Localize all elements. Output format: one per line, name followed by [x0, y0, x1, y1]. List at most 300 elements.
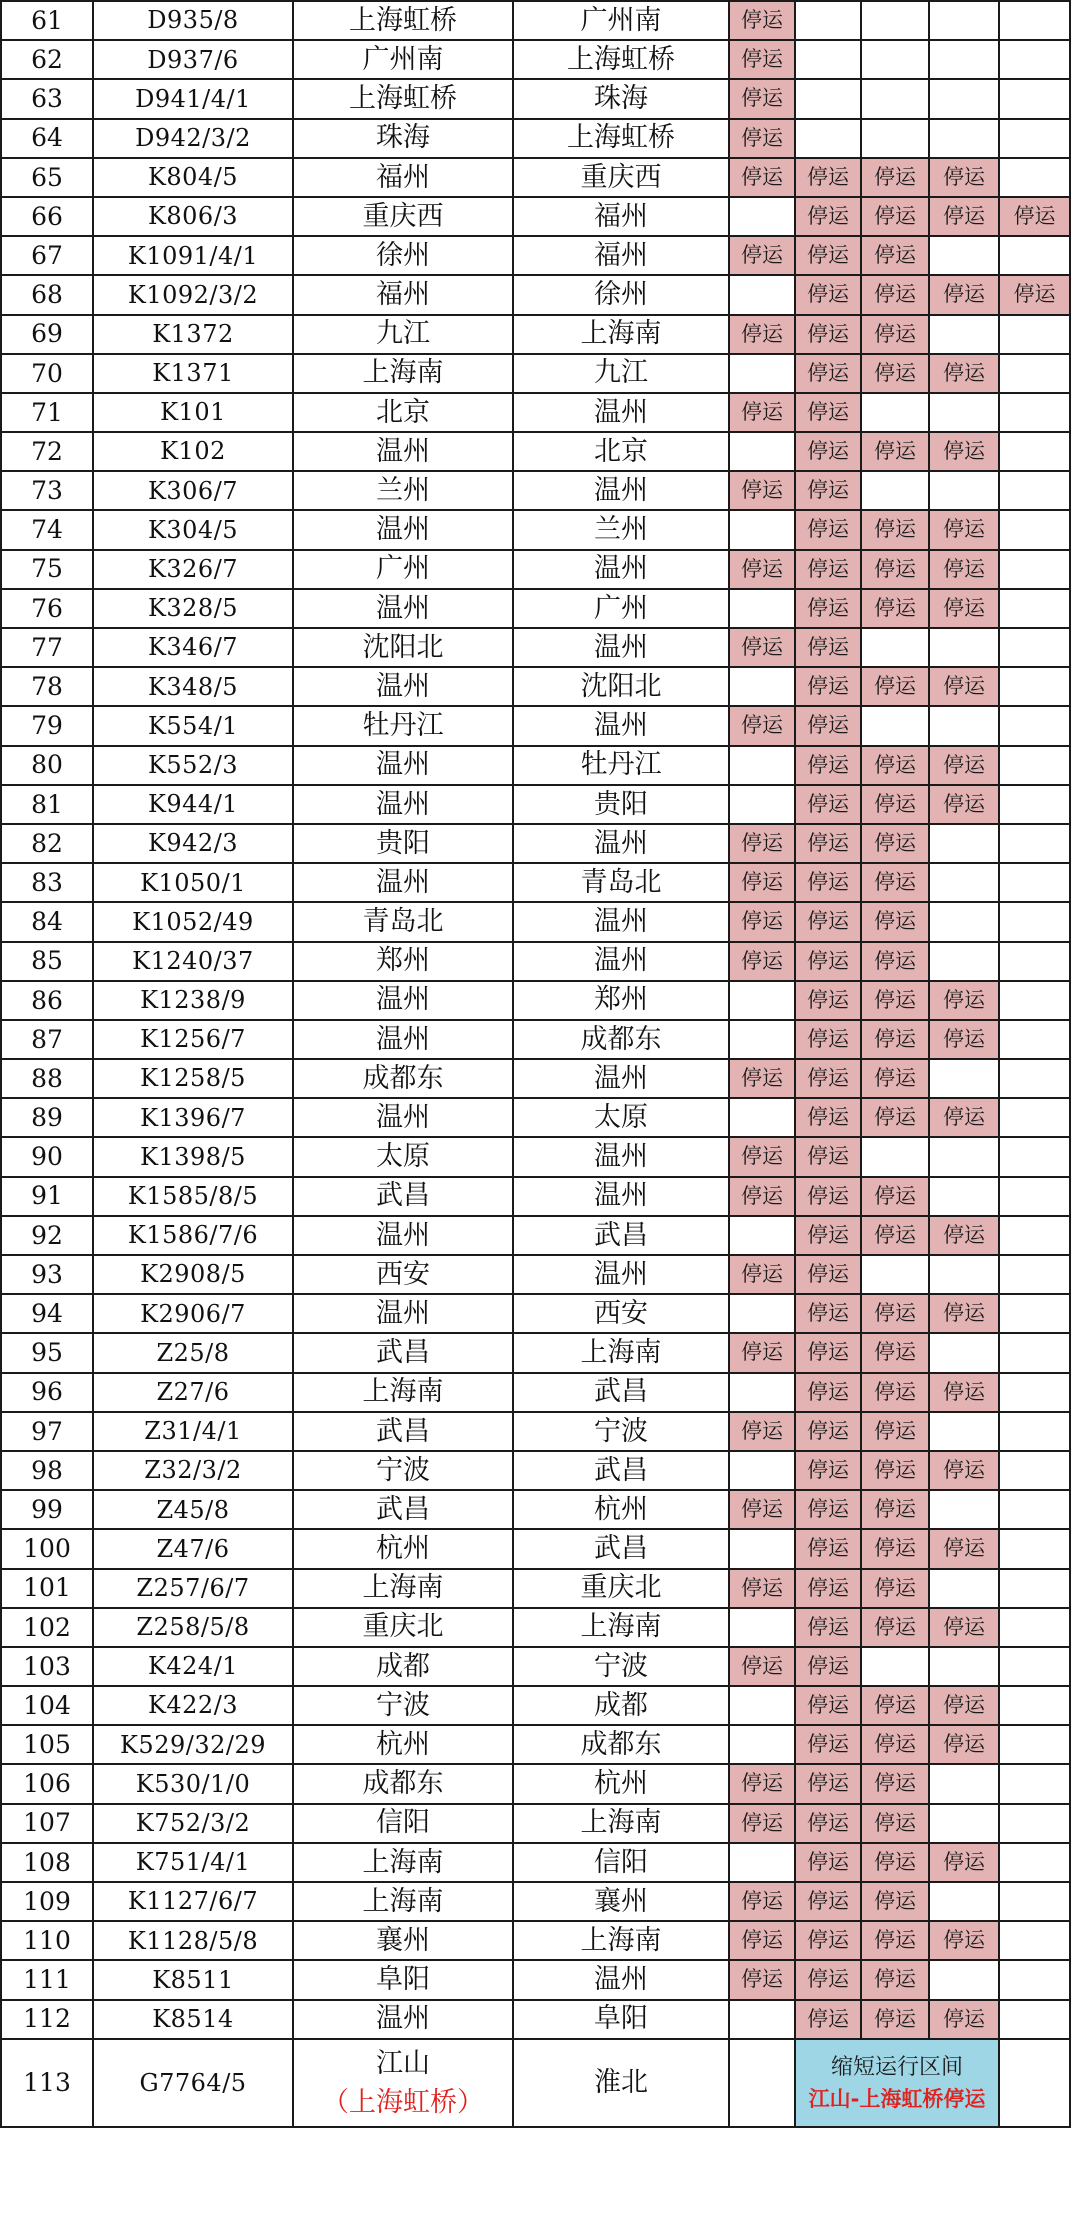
row-number: 89 — [1, 1098, 93, 1137]
destination-station: 温州 — [513, 902, 729, 941]
train-number: K804/5 — [93, 158, 293, 197]
row-number: 104 — [1, 1686, 93, 1725]
row-number: 101 — [1, 1569, 93, 1608]
train-number: K1396/7 — [93, 1098, 293, 1137]
table-row — [1, 863, 1070, 902]
status-cell-day-3: 停运 — [861, 1373, 929, 1412]
origin-station: 温州 — [293, 1294, 513, 1333]
status-cell-day-5 — [999, 1490, 1070, 1529]
destination-station: 重庆北 — [513, 1569, 729, 1608]
table-row — [1, 510, 1070, 549]
train-number: K1398/5 — [93, 1137, 293, 1176]
destination-station: 上海南 — [513, 1921, 729, 1960]
status-cell-day-2: 停运 — [795, 1333, 861, 1372]
status-cell-day-2: 停运 — [795, 1373, 861, 1412]
status-cell-day-3: 停运 — [861, 824, 929, 863]
destination-station: 武昌 — [513, 1451, 729, 1490]
status-cell-day-2: 停运 — [795, 315, 861, 354]
table-row — [1, 1294, 1070, 1333]
row-number: 83 — [1, 863, 93, 902]
destination-station: 温州 — [513, 550, 729, 589]
status-cell-day-1 — [729, 197, 795, 236]
status-cell-day-1 — [729, 746, 795, 785]
status-cell-day-5 — [999, 119, 1070, 158]
status-cell-day-4: 停运 — [929, 1098, 999, 1137]
status-cell-day-2: 停运 — [795, 236, 861, 275]
train-number: K102 — [93, 432, 293, 471]
status-cell-day-5 — [999, 1373, 1070, 1412]
train-number: Z25/8 — [93, 1333, 293, 1372]
train-number: K422/3 — [93, 1686, 293, 1725]
status-cell-day-4: 停运 — [929, 550, 999, 589]
table-row — [1, 1255, 1070, 1294]
status-cell-day-3: 停运 — [861, 1608, 929, 1647]
status-cell-day-3: 停运 — [861, 432, 929, 471]
table-row — [1, 315, 1070, 354]
status-cell-day-4: 停运 — [929, 1529, 999, 1568]
origin-station: 温州 — [293, 981, 513, 1020]
table-row — [1, 746, 1070, 785]
table-row — [1, 1960, 1070, 1999]
train-number: K1128/5/8 — [93, 1921, 293, 1960]
row-number: 77 — [1, 628, 93, 667]
row-number: 68 — [1, 275, 93, 314]
destination-station: 温州 — [513, 393, 729, 432]
row-number: 71 — [1, 393, 93, 432]
status-cell-day-1 — [729, 1294, 795, 1333]
status-cell-day-3: 停运 — [861, 667, 929, 706]
status-cell-day-5 — [999, 1137, 1070, 1176]
status-cell-day-1: 停运 — [729, 550, 795, 589]
status-cell-day-1 — [729, 2039, 795, 2127]
status-cell-day-4: 停运 — [929, 1921, 999, 1960]
status-cell-day-2: 停运 — [795, 746, 861, 785]
origin-station: 青岛北 — [293, 902, 513, 941]
status-cell-day-2: 停运 — [795, 1529, 861, 1568]
destination-station: 武昌 — [513, 1216, 729, 1255]
table-row — [1, 40, 1070, 79]
origin-station: 重庆西 — [293, 197, 513, 236]
status-cell-day-5 — [999, 1647, 1070, 1686]
status-cell-day-2: 停运 — [795, 393, 861, 432]
table-row — [1, 824, 1070, 863]
table-row — [1, 1647, 1070, 1686]
destination-station: 阜阳 — [513, 2000, 729, 2039]
status-cell-day-4 — [929, 119, 999, 158]
status-cell-day-3: 停运 — [861, 236, 929, 275]
status-cell-day-2: 停运 — [795, 2000, 861, 2039]
origin-station: 广州南 — [293, 40, 513, 79]
status-cell-day-4: 停运 — [929, 667, 999, 706]
status-cell-day-4: 停运 — [929, 1843, 999, 1882]
row-number: 87 — [1, 1020, 93, 1059]
table-row — [1, 2000, 1070, 2039]
status-cell-day-4: 停运 — [929, 510, 999, 549]
status-cell-day-3 — [861, 1, 929, 40]
status-cell-day-3: 停运 — [861, 1804, 929, 1843]
status-cell-day-3: 停运 — [861, 1764, 929, 1803]
status-cell-day-5 — [999, 1, 1070, 40]
table-row — [1, 1412, 1070, 1451]
status-cell-day-5 — [999, 1333, 1070, 1372]
train-number: K752/3/2 — [93, 1804, 293, 1843]
status-cell-day-4 — [929, 628, 999, 667]
status-cell-day-1 — [729, 1098, 795, 1137]
train-number: K806/3 — [93, 197, 293, 236]
status-cell-day-5 — [999, 236, 1070, 275]
train-number: Z31/4/1 — [93, 1412, 293, 1451]
status-cell-day-5 — [999, 942, 1070, 981]
table-row — [1, 589, 1070, 628]
status-cell-day-4: 停运 — [929, 1725, 999, 1764]
row-number: 99 — [1, 1490, 93, 1529]
status-cell-day-1 — [729, 1843, 795, 1882]
status-cell-day-2: 停运 — [795, 158, 861, 197]
row-number: 85 — [1, 942, 93, 981]
status-cell-day-3: 停运 — [861, 275, 929, 314]
status-cell-day-4 — [929, 1490, 999, 1529]
status-cell-day-5: 停运 — [999, 275, 1070, 314]
status-cell-day-1 — [729, 2000, 795, 2039]
status-cell-day-3: 停运 — [861, 354, 929, 393]
status-cell-day-3: 停运 — [861, 1843, 929, 1882]
train-number: K304/5 — [93, 510, 293, 549]
status-cell-day-4 — [929, 863, 999, 902]
train-number: K942/3 — [93, 824, 293, 863]
destination-station: 温州 — [513, 1177, 729, 1216]
status-cell-day-1: 停运 — [729, 863, 795, 902]
status-cell-day-2: 停运 — [795, 1843, 861, 1882]
row-number: 91 — [1, 1177, 93, 1216]
train-number: K1240/37 — [93, 942, 293, 981]
status-cell-day-4: 停运 — [929, 1373, 999, 1412]
status-cell-day-3: 停运 — [861, 158, 929, 197]
table-row — [1, 1608, 1070, 1647]
status-cell-day-3: 停运 — [861, 981, 929, 1020]
status-cell-day-2: 停运 — [795, 1216, 861, 1255]
status-cell-day-2 — [795, 40, 861, 79]
status-cell-day-4 — [929, 40, 999, 79]
row-number: 61 — [1, 1, 93, 40]
status-cell-day-3: 停运 — [861, 942, 929, 981]
destination-station: 重庆西 — [513, 158, 729, 197]
status-cell-day-5 — [999, 1843, 1070, 1882]
status-cell-day-5 — [999, 628, 1070, 667]
status-cell-day-2: 停运 — [795, 1647, 861, 1686]
table-row — [1, 902, 1070, 941]
train-number: Z258/5/8 — [93, 1608, 293, 1647]
status-cell-day-3: 停运 — [861, 1569, 929, 1608]
status-cell-day-2: 停运 — [795, 354, 861, 393]
train-number: K552/3 — [93, 746, 293, 785]
status-cell-day-5 — [999, 550, 1070, 589]
status-cell-day-1: 停运 — [729, 1647, 795, 1686]
status-cell-day-4 — [929, 1333, 999, 1372]
train-number: K529/32/29 — [93, 1725, 293, 1764]
status-cell-day-5 — [999, 315, 1070, 354]
status-cell-day-5 — [999, 2039, 1070, 2127]
status-cell-day-3 — [861, 706, 929, 745]
train-number: D937/6 — [93, 40, 293, 79]
status-cell-day-4 — [929, 1137, 999, 1176]
status-cell-day-3: 停运 — [861, 1529, 929, 1568]
status-cell-day-1 — [729, 1216, 795, 1255]
origin-station: 福州 — [293, 275, 513, 314]
train-number: Z32/3/2 — [93, 1451, 293, 1490]
status-cell-day-5 — [999, 1294, 1070, 1333]
status-cell-day-2: 停运 — [795, 1960, 861, 1999]
status-cell-day-1: 停运 — [729, 902, 795, 941]
origin-station: 宁波 — [293, 1451, 513, 1490]
train-number: K1586/7/6 — [93, 1216, 293, 1255]
train-number: Z27/6 — [93, 1373, 293, 1412]
status-cell-day-5 — [999, 1177, 1070, 1216]
status-cell-day-3: 停运 — [861, 746, 929, 785]
status-cell-day-4: 停运 — [929, 1608, 999, 1647]
row-number: 69 — [1, 315, 93, 354]
status-cell-day-4 — [929, 1177, 999, 1216]
table-row — [1, 1725, 1070, 1764]
status-cell-day-4: 停运 — [929, 1216, 999, 1255]
destination-station: 珠海 — [513, 79, 729, 118]
status-cell-day-5 — [999, 2000, 1070, 2039]
status-cell-day-4: 停运 — [929, 354, 999, 393]
table-row — [1, 275, 1070, 314]
row-number: 92 — [1, 1216, 93, 1255]
status-cell-day-4 — [929, 1764, 999, 1803]
train-number: K8514 — [93, 2000, 293, 2039]
origin-station: 上海南 — [293, 1843, 513, 1882]
status-cell-day-1: 停运 — [729, 706, 795, 745]
row-number: 93 — [1, 1255, 93, 1294]
status-cell-day-2 — [795, 119, 861, 158]
status-cell-day-5 — [999, 1451, 1070, 1490]
destination-station: 温州 — [513, 628, 729, 667]
status-cell-day-3 — [861, 119, 929, 158]
status-cell-day-1 — [729, 1451, 795, 1490]
row-number: 62 — [1, 40, 93, 79]
train-number: K530/1/0 — [93, 1764, 293, 1803]
note-title: 缩短运行区间 — [830, 2054, 963, 2080]
table-row — [1, 1177, 1070, 1216]
status-cell-day-1: 停运 — [729, 236, 795, 275]
row-number: 78 — [1, 667, 93, 706]
train-number: K1371 — [93, 354, 293, 393]
status-cell-day-4 — [929, 1647, 999, 1686]
row-number: 66 — [1, 197, 93, 236]
row-number: 103 — [1, 1647, 93, 1686]
status-cell-day-5 — [999, 1608, 1070, 1647]
status-cell-day-3: 停运 — [861, 1725, 929, 1764]
status-cell-day-3: 停运 — [861, 1686, 929, 1725]
origin-station: 成都东 — [293, 1059, 513, 1098]
status-cell-day-2: 停运 — [795, 981, 861, 1020]
status-cell-day-2: 停运 — [795, 824, 861, 863]
row-number: 90 — [1, 1137, 93, 1176]
status-cell-day-5 — [999, 1255, 1070, 1294]
origin-station: 杭州 — [293, 1725, 513, 1764]
train-number: K1238/9 — [93, 981, 293, 1020]
train-number: D935/8 — [93, 1, 293, 40]
destination-station: 武昌 — [513, 1373, 729, 1412]
status-cell-day-4: 停运 — [929, 1451, 999, 1490]
status-cell-day-5 — [999, 1569, 1070, 1608]
status-cell-day-2: 停运 — [795, 942, 861, 981]
status-cell-day-1: 停运 — [729, 40, 795, 79]
status-cell-day-2: 停运 — [795, 550, 861, 589]
status-cell-day-2: 停运 — [795, 432, 861, 471]
destination-station: 福州 — [513, 236, 729, 275]
origin-station: 上海虹桥 — [293, 1, 513, 40]
destination-station: 郑州 — [513, 981, 729, 1020]
status-cell-day-1 — [729, 1373, 795, 1412]
row-number: 98 — [1, 1451, 93, 1490]
row-number: 81 — [1, 785, 93, 824]
status-cell-day-3: 停运 — [861, 1451, 929, 1490]
status-cell-day-1: 停运 — [729, 1412, 795, 1451]
status-cell-day-4: 停运 — [929, 785, 999, 824]
status-cell-day-1: 停运 — [729, 1490, 795, 1529]
status-cell-day-3: 停运 — [861, 315, 929, 354]
table-row — [1, 1529, 1070, 1568]
destination-station: 太原 — [513, 1098, 729, 1137]
status-cell-day-1 — [729, 1686, 795, 1725]
destination-station: 青岛北 — [513, 863, 729, 902]
table-row — [1, 354, 1070, 393]
row-number: 63 — [1, 79, 93, 118]
table-row — [1, 1216, 1070, 1255]
destination-station: 成都东 — [513, 1020, 729, 1059]
status-cell-day-3 — [861, 628, 929, 667]
train-number: K1092/3/2 — [93, 275, 293, 314]
table-row — [1, 1098, 1070, 1137]
origin-station: 上海南 — [293, 1569, 513, 1608]
origin-station: 温州 — [293, 667, 513, 706]
origin-station: 上海虹桥 — [293, 79, 513, 118]
status-cell-day-3 — [861, 471, 929, 510]
status-cell-day-2: 停运 — [795, 1686, 861, 1725]
row-number: 74 — [1, 510, 93, 549]
row-number: 79 — [1, 706, 93, 745]
destination-station: 温州 — [513, 824, 729, 863]
status-cell-day-3 — [861, 79, 929, 118]
status-cell-day-4 — [929, 824, 999, 863]
origin-station: 温州 — [293, 746, 513, 785]
destination-station: 武昌 — [513, 1529, 729, 1568]
status-cell-day-4: 停运 — [929, 2000, 999, 2039]
destination-station: 上海南 — [513, 1608, 729, 1647]
status-cell-day-2: 停运 — [795, 1725, 861, 1764]
status-cell-day-5 — [999, 1764, 1070, 1803]
status-cell-day-4 — [929, 315, 999, 354]
destination-station: 上海虹桥 — [513, 40, 729, 79]
status-cell-day-2: 停运 — [795, 1020, 861, 1059]
origin-station: 温州 — [293, 589, 513, 628]
table-row — [1, 1569, 1070, 1608]
destination-station: 徐州 — [513, 275, 729, 314]
row-number: 109 — [1, 1882, 93, 1921]
status-cell-day-2: 停运 — [795, 1255, 861, 1294]
origin-station: 西安 — [293, 1255, 513, 1294]
status-cell-day-1 — [729, 432, 795, 471]
status-cell-day-2: 停运 — [795, 1098, 861, 1137]
status-cell-day-3: 停运 — [861, 510, 929, 549]
status-cell-day-2 — [795, 1, 861, 40]
status-cell-day-2: 停运 — [795, 1412, 861, 1451]
status-cell-day-3: 停运 — [861, 785, 929, 824]
row-number: 113 — [1, 2039, 93, 2127]
table-row — [1, 471, 1070, 510]
status-cell-day-2: 停运 — [795, 1059, 861, 1098]
train-number: G7764/5 — [93, 2039, 293, 2127]
status-cell-day-2 — [795, 79, 861, 118]
origin-station: 温州 — [293, 1098, 513, 1137]
table-row — [1, 393, 1070, 432]
status-cell-day-4: 停运 — [929, 1686, 999, 1725]
status-cell-day-4: 停运 — [929, 589, 999, 628]
table-row — [1, 1490, 1070, 1529]
origin-station: 武昌 — [293, 1412, 513, 1451]
train-number: K2908/5 — [93, 1255, 293, 1294]
shortened-route-note — [795, 2039, 999, 2127]
status-cell-day-4 — [929, 1804, 999, 1843]
status-cell-day-1: 停运 — [729, 1177, 795, 1216]
status-cell-day-2: 停运 — [795, 197, 861, 236]
status-cell-day-5 — [999, 158, 1070, 197]
table-row — [1, 432, 1070, 471]
table-row — [1, 1921, 1070, 1960]
table-row — [1, 1137, 1070, 1176]
status-cell-day-1: 停运 — [729, 158, 795, 197]
train-number: K8511 — [93, 1960, 293, 1999]
origin-station: 徐州 — [293, 236, 513, 275]
status-cell-day-4 — [929, 1882, 999, 1921]
train-number: K1091/4/1 — [93, 236, 293, 275]
row-number: 70 — [1, 354, 93, 393]
status-cell-day-3: 停运 — [861, 589, 929, 628]
status-cell-day-5 — [999, 393, 1070, 432]
table-row — [1, 1451, 1070, 1490]
destination-station: 襄州 — [513, 1882, 729, 1921]
status-cell-day-3: 停运 — [861, 197, 929, 236]
table-row — [1, 785, 1070, 824]
status-cell-day-3: 停运 — [861, 1960, 929, 1999]
origin-station: 温州 — [293, 2000, 513, 2039]
origin-station: 武昌 — [293, 1333, 513, 1372]
status-cell-day-1: 停运 — [729, 1, 795, 40]
status-cell-day-3: 停运 — [861, 1098, 929, 1137]
origin-station: 温州 — [293, 1020, 513, 1059]
origin-station: 温州 — [293, 1216, 513, 1255]
status-cell-day-4 — [929, 1, 999, 40]
status-cell-day-5 — [999, 706, 1070, 745]
status-cell-day-1: 停运 — [729, 1333, 795, 1372]
destination-station: 上海南 — [513, 1804, 729, 1843]
table-row — [1, 1686, 1070, 1725]
train-number: Z45/8 — [93, 1490, 293, 1529]
origin-station: 温州 — [293, 863, 513, 902]
table-row — [1, 197, 1070, 236]
destination-station: 信阳 — [513, 1843, 729, 1882]
destination-station: 杭州 — [513, 1764, 729, 1803]
table-row — [1, 79, 1070, 118]
origin-station: 温州 — [293, 510, 513, 549]
status-cell-day-5 — [999, 863, 1070, 902]
destination-station: 广州南 — [513, 1, 729, 40]
origin-station: 牡丹江 — [293, 706, 513, 745]
status-cell-day-2: 停运 — [795, 510, 861, 549]
destination-station: 成都东 — [513, 1725, 729, 1764]
